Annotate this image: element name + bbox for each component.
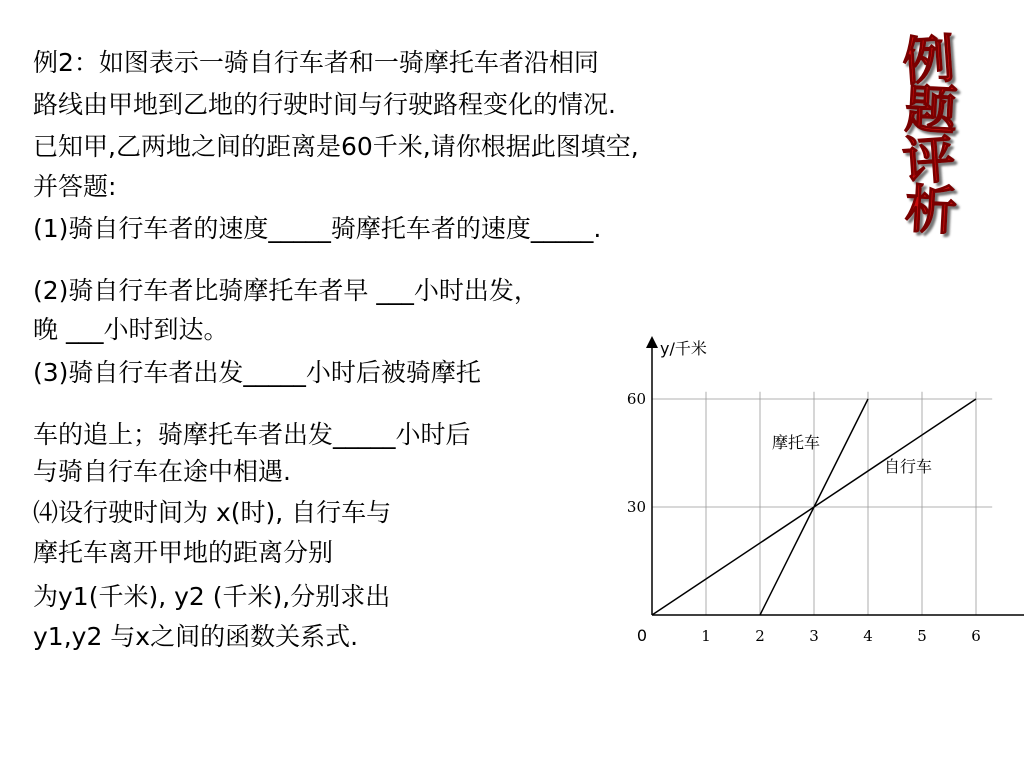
text-line: 与骑自行车在途中相遇. [33,457,291,486]
badge-char: 题 [903,79,959,143]
badge-char: 析 [903,179,959,243]
x-tick-label: 5 [917,627,927,645]
y-tick-label: 30 [626,498,646,516]
x-tick-label: 0 [636,626,648,645]
x-tick-label: 2 [755,627,765,645]
x-tick-label: 6 [971,627,981,645]
y-tick-label: 60 [626,390,646,408]
series-label: 自行车 [884,457,933,476]
distance-time-chart [600,330,1024,660]
text-line: 为y1(千米), y2 (千米),分别求出 [33,582,391,611]
text-line: 例2：如图表示一骑自行车者和一骑摩托车者沿相同 [33,48,599,77]
question-3: (3)骑自行车者出发_____小时后被骑摩托 [33,358,481,387]
text-line: 并答题: [33,172,117,201]
text-line: y1,y2 与x之间的函数关系式. [33,622,359,651]
y-axis-label: y/千米 [660,339,707,358]
text-line: 已知甲,乙两地之间的距离是60千米,请你根据此图填空, [33,132,639,161]
x-tick-label: 1 [701,627,711,645]
text-line: 车的追上；骑摩托车者出发_____小时后 [33,420,471,449]
text-line: 摩托车离开甲地的距离分别 [33,538,334,567]
x-tick-label: 4 [863,627,873,645]
badge-char: 例 [900,29,957,93]
badge-char: 评 [900,129,957,193]
question-2: (2)骑自行车者比骑摩托车者早 ___小时出发， [33,276,539,305]
question-4: ⑷设行驶时间为 x(时), 自行车与 [33,498,392,527]
text-line: 路线由甲地到乙地的行驶时间与行驶路程变化的情况. [33,90,616,119]
x-tick-label: 3 [809,627,819,645]
question-1: (1)骑自行车者的速度_____骑摩托车者的速度_____. [33,214,602,243]
example-analysis-badge [860,28,1000,248]
text-line: 晚 ___小时到达。 [33,315,229,344]
series-label: 摩托车 [772,433,821,452]
